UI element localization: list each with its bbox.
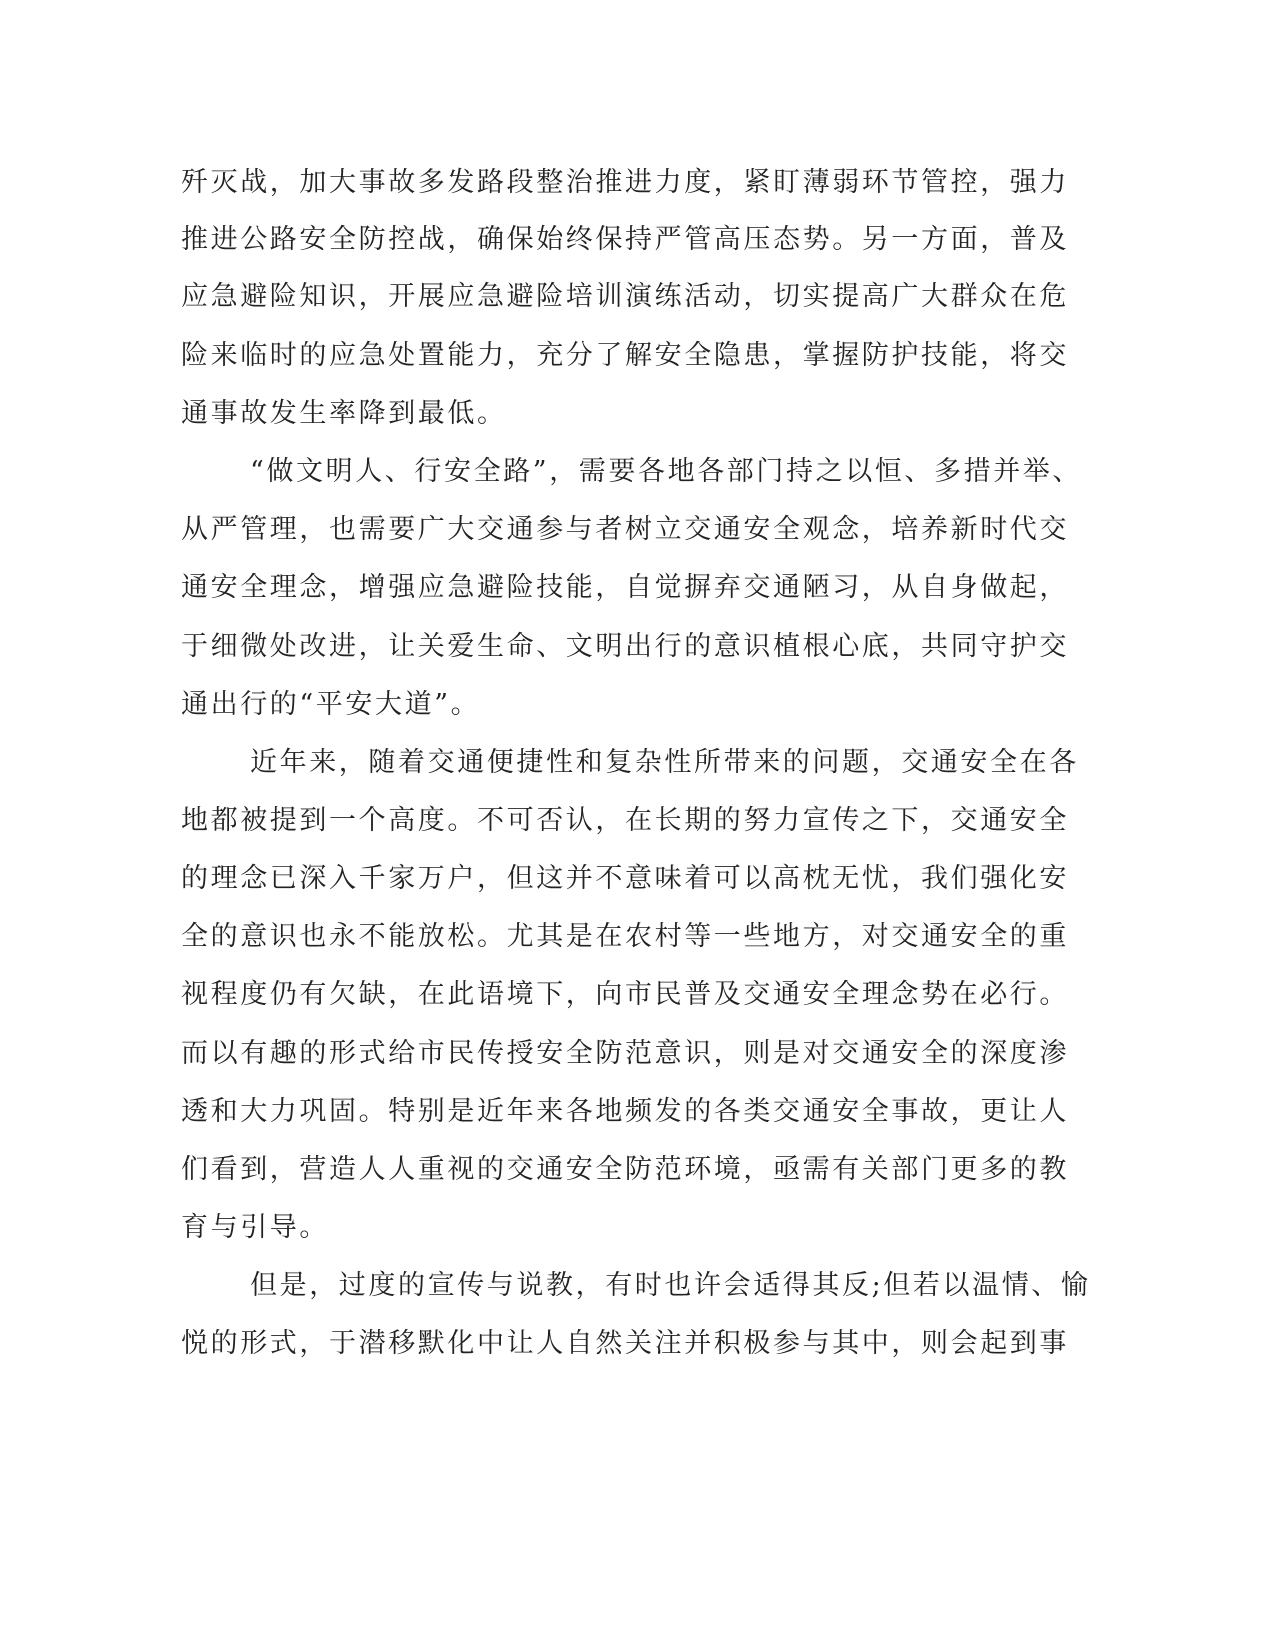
text-line: 地都被提到一个高度。不可否认，在长期的努力宣传之下，交通安全 (181, 805, 1069, 836)
text-line: 通安全理念，增强应急避险技能，自觉摒弃交通陋习，从自身做起， (181, 572, 1069, 603)
text-line: 而以有趣的形式给市民传授安全防范意识，则是对交通安全的深度渗 (181, 1038, 1069, 1069)
paragraph-start-line: “做文明人、行安全路”，需要各地各部门持之以恒、多措并举、 (250, 456, 1083, 487)
text-line: 通事故发生率降到最低。 (181, 398, 507, 429)
text-line: 视程度仍有欠缺，在此语境下，向市民普及交通安全理念势在必行。 (181, 979, 1069, 1010)
text-line: 从严管理，也需要广大交通参与者树立交通安全观念，培养新时代交 (181, 514, 1069, 545)
text-line: 的理念已深入千家万户，但这并不意味着可以高枕无忧，我们强化安 (181, 863, 1069, 894)
text-line: 于细微处改进，让关爱生命、文明出行的意识植根心底，共同守护交 (181, 631, 1069, 662)
text-line: 推进公路安全防控战，确保始终保持严管高压态势。另一方面，普及 (181, 224, 1069, 255)
text-line: 育与引导。 (181, 1212, 329, 1243)
text-line: 险来临时的应急处置能力，充分了解安全隐患，掌握防护技能，将交 (181, 340, 1069, 371)
text-line: 应急避险知识，开展应急避险培训演练活动，切实提高广大群众在危 (181, 281, 1069, 312)
text-line: 们看到，营造人人重视的交通安全防范环境，亟需有关部门更多的教 (181, 1154, 1069, 1185)
paragraph-start-line: 近年来，随着交通便捷性和复杂性所带来的问题，交通安全在各 (250, 747, 1079, 778)
text-line: 通出行的“平安大道”。 (181, 689, 481, 720)
text-line: 全的意识也永不能放松。尤其是在农村等一些地方，对交通安全的重 (181, 921, 1069, 952)
paragraph-start-line: 但是，过度的宣传与说教，有时也许会适得其反;但若以温情、愉 (250, 1270, 1091, 1301)
text-line: 歼灭战，加大事故多发路段整治推进力度，紧盯薄弱环节管控，强力 (181, 167, 1069, 198)
text-line: 悦的形式，于潜移默化中让人自然关注并积极参与其中，则会起到事 (181, 1328, 1069, 1359)
text-line: 透和大力巩固。特别是近年来各地频发的各类交通安全事故，更让人 (181, 1096, 1069, 1127)
